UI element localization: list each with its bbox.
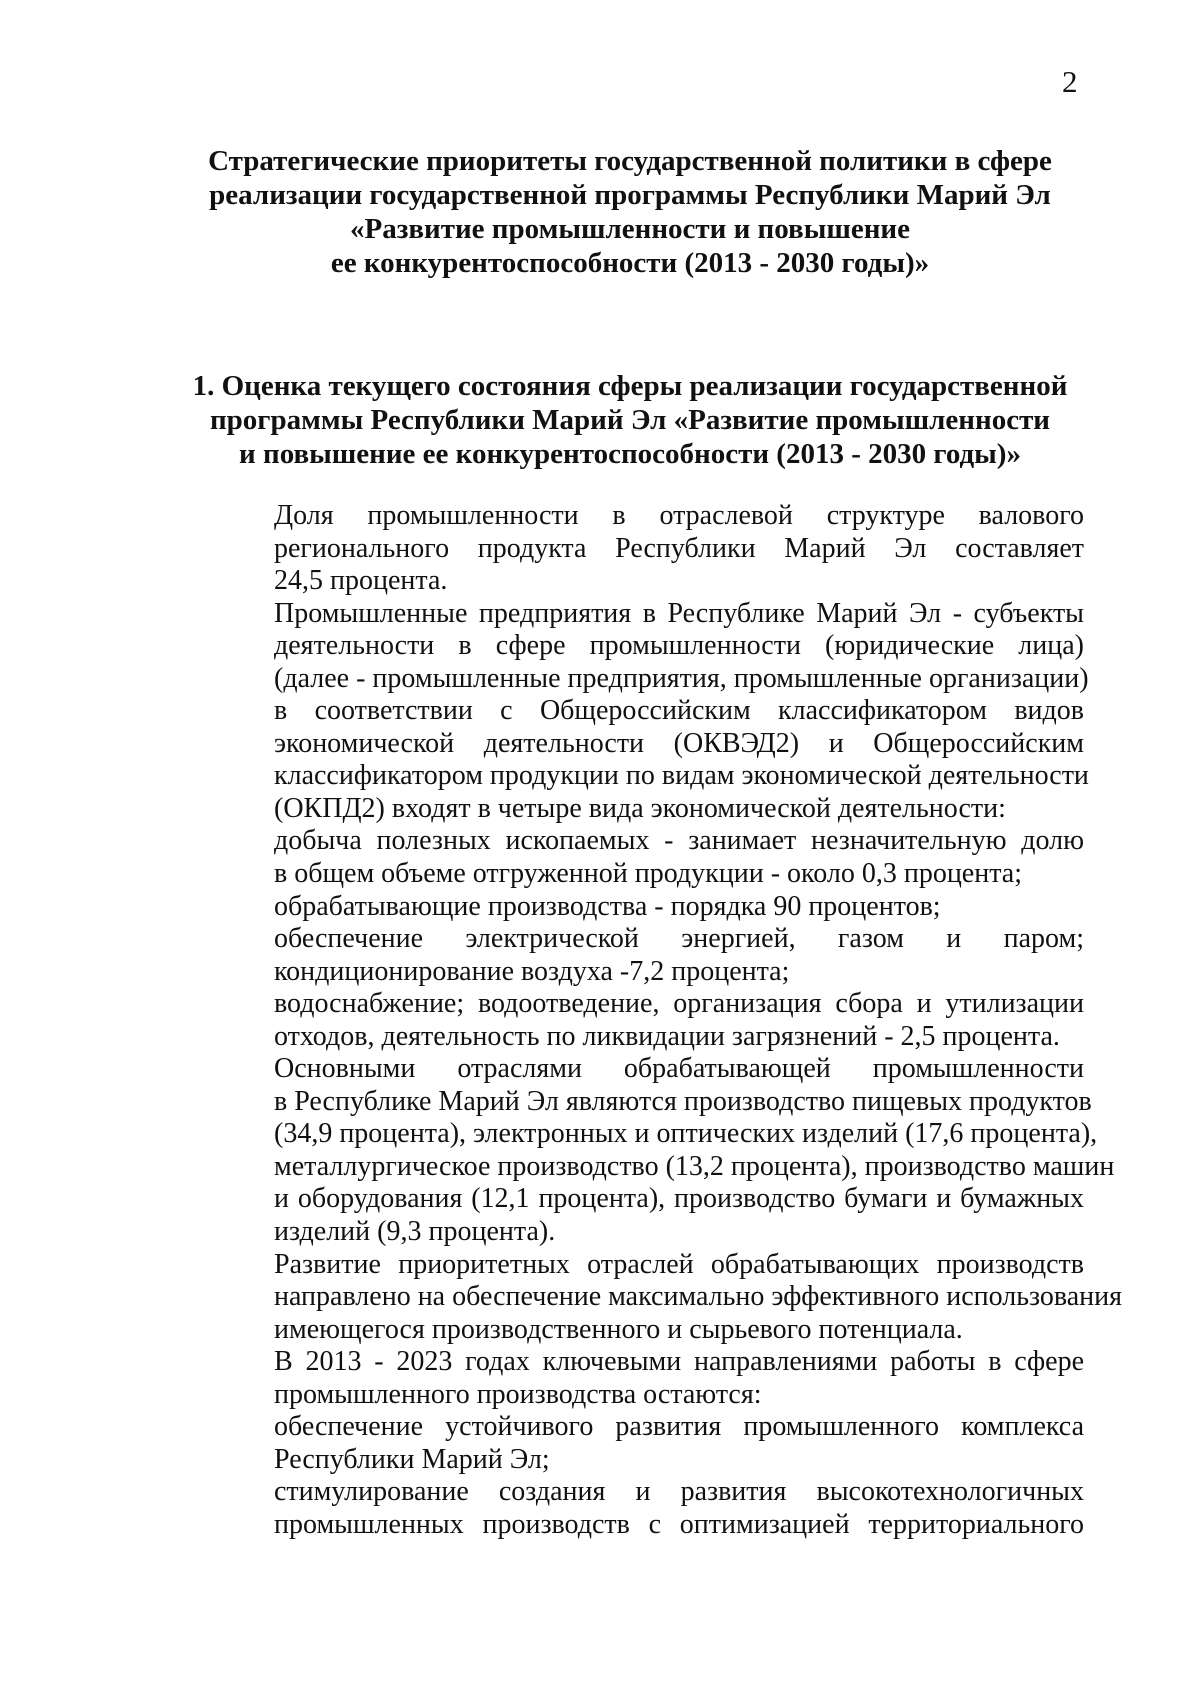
text-line: обеспечение устойчивого развития промышленного комплекса (274, 1411, 1084, 1443)
paragraph (202, 923, 1084, 988)
paragraph (202, 1248, 1122, 1347)
paragraph (202, 988, 1084, 1053)
text-line: металлургическое производство (13,2 процента), производство машин (274, 1150, 1115, 1182)
title-line: Стратегические приоритеты государственной политики в сфере (208, 145, 1052, 177)
paragraph (202, 500, 1084, 598)
text-line: и оборудования (12,1 процента), производство бумаги и бумажных (274, 1183, 1084, 1215)
section-title-line: 1. Оценка текущего состояния сферы реализации государственной (192, 370, 1068, 402)
text-line: в общем объеме отгруженной продукции - около 0,3 процента; (274, 858, 1023, 890)
text-line: деятельности в сфере промышленности (юридические лица) (274, 630, 1084, 662)
text-line: имеющегося производственного и сырьевого потенциала. (274, 1313, 963, 1345)
paragraph (202, 1053, 1115, 1248)
text-line: (далее - промышленные предприятия, промышленные организации) (274, 662, 1089, 694)
text-line: (34,9 процента), электронных и оптических изделий (17,6 процента), (274, 1118, 1098, 1150)
text-line: изделий (9,3 процента). (274, 1216, 556, 1248)
text-line: отходов, деятельность по ликвидации загрязнений - 2,5 процента. (274, 1020, 1060, 1052)
section-title (150, 369, 1110, 471)
document-title (150, 144, 1110, 280)
section-title-line: и повышение ее конкурентоспособности (2013 - 2030 годы)» (239, 438, 1021, 470)
text-line: обрабатывающие производства - порядка 90 процентов; (274, 890, 941, 922)
text-line: (ОКПД2) входят в четыре вида экономической деятельности: (274, 792, 1006, 824)
text-line: обеспечение электрической энергией, газом и паром; (274, 923, 1084, 955)
text-line: в соответствии с Общероссийским классификатором видов (274, 695, 1084, 727)
text-line: В 2013 - 2023 годах ключевыми направлениями работы в сфере (274, 1346, 1084, 1378)
page-number: 2 (1062, 64, 1078, 99)
paragraph (202, 1476, 1084, 1541)
paragraph (202, 825, 1084, 890)
text-line: направлено на обеспечение максимально эффективного использования (274, 1281, 1122, 1313)
paragraph (202, 891, 1084, 924)
text-line: Основными отраслями обрабатывающей промышленности (274, 1053, 1084, 1085)
section-title-line: программы Республики Марий Эл «Развитие промышленности (209, 404, 1051, 436)
paragraph (202, 597, 1089, 826)
text-line: промышленных производств с оптимизацией территориального (274, 1508, 1084, 1540)
text-line: промышленного производства остаются: (274, 1378, 762, 1410)
paragraph (202, 1346, 1084, 1411)
text-line: Республики Марий Эл; (274, 1443, 550, 1475)
text-line: кондиционирование воздуха -7,2 процента; (274, 955, 790, 987)
title-line: реализации государственной программы Республики Марий Эл (209, 179, 1051, 211)
text-line: Доля промышленности в отраслевой структуре валового (274, 500, 1084, 531)
title-line: ее конкурентоспособности (2013 - 2030 годы)» (330, 247, 930, 279)
text-line: классификатором продукции по видам экономической деятельности (274, 760, 1089, 792)
title-line: «Развитие промышленности и повышение (349, 213, 910, 245)
body-text (202, 500, 1122, 1542)
text-line: Развитие приоритетных отраслей обрабатывающих производств (274, 1248, 1084, 1280)
text-line: Промышленные предприятия в Республике Марий Эл - субъекты (274, 597, 1084, 629)
text-line: водоснабжение; водоотведение, организация сбора и утилизации (274, 988, 1084, 1020)
text-line: 24,5 процента. (274, 565, 448, 597)
text-line: экономической деятельности (ОКВЭД2) и Общероссийским (274, 727, 1084, 759)
paragraph (202, 1411, 1084, 1476)
text-line: регионального продукта Республики Марий Эл составляет (274, 532, 1084, 564)
text-line: добыча полезных ископаемых - занимает незначительную долю (274, 825, 1084, 857)
text-line: стимулирование создания и развития высокотехнологичных (274, 1476, 1084, 1508)
text-line: в Республике Марий Эл являются производство пищевых продуктов (274, 1085, 1092, 1117)
